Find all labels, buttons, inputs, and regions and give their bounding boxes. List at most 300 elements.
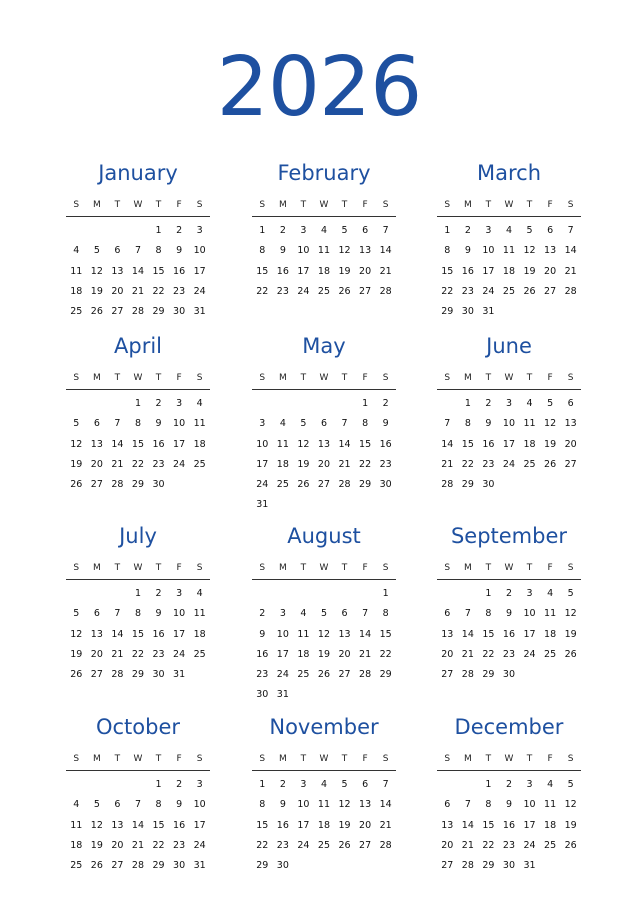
day-cell: 28 xyxy=(379,839,392,851)
day-cell: 13 xyxy=(111,819,124,831)
day-cell: 3 xyxy=(196,225,203,236)
day-cell: 6 xyxy=(567,398,574,409)
day-cell: 15 xyxy=(359,438,372,450)
day-cell: 14 xyxy=(441,438,454,450)
day-cell: 12 xyxy=(338,799,351,811)
day-cell: 23 xyxy=(502,839,516,851)
day-cell: 21 xyxy=(379,819,392,831)
weekday-label: T xyxy=(485,373,492,383)
day-cell: 12 xyxy=(338,245,351,257)
day-cell: 1 xyxy=(362,398,369,409)
day-cell: 23 xyxy=(482,458,495,470)
day-cell: 2 xyxy=(176,779,183,790)
weekday-label: T xyxy=(300,200,307,210)
day-cell: 20 xyxy=(441,648,454,660)
empty-day-cell xyxy=(458,775,479,795)
weekday-label: F xyxy=(176,563,182,573)
day-cell: 30 xyxy=(276,860,289,872)
day-cell: 3 xyxy=(526,779,533,790)
day-cell: 18 xyxy=(70,285,83,297)
day-cell: 31 xyxy=(523,860,536,872)
weekday-label: W xyxy=(319,373,329,383)
month-name: March xyxy=(476,161,541,185)
day-cell: 18 xyxy=(297,648,310,660)
month-name: November xyxy=(269,715,379,739)
day-cell: 9 xyxy=(176,799,183,811)
day-cell: 4 xyxy=(505,225,512,236)
weekday-label: W xyxy=(319,200,329,210)
day-cell: 13 xyxy=(90,438,103,450)
day-cell: 16 xyxy=(256,648,269,660)
weekday-label: S xyxy=(73,200,80,210)
day-cell: 27 xyxy=(544,285,557,297)
day-cell: 5 xyxy=(547,398,554,409)
day-cell: 12 xyxy=(317,628,331,640)
day-cell: 25 xyxy=(70,860,83,872)
day-cell: 10 xyxy=(193,245,206,257)
day-cell: 10 xyxy=(193,799,206,811)
day-cell: 15 xyxy=(482,628,495,640)
empty-day-cell xyxy=(314,394,335,414)
day-cell: 5 xyxy=(526,225,533,236)
day-cell: 14 xyxy=(564,245,577,257)
day-cell: 22 xyxy=(256,839,269,851)
day-cell: 25 xyxy=(523,458,536,470)
day-cell: 27 xyxy=(111,306,124,318)
day-cell: 15 xyxy=(152,265,165,277)
weekday-label: T xyxy=(155,563,162,573)
weekday-label: T xyxy=(526,563,533,573)
day-cell: 13 xyxy=(111,265,124,277)
day-cell: 20 xyxy=(111,285,124,297)
weekday-label: M xyxy=(278,563,287,573)
day-cell: 26 xyxy=(564,648,577,660)
empty-day-cell xyxy=(107,584,128,604)
empty-day-cell xyxy=(128,775,149,795)
day-cell: 30 xyxy=(173,306,186,318)
day-cell: 9 xyxy=(279,799,286,811)
empty-day-cell xyxy=(355,584,376,604)
day-cell: 9 xyxy=(279,245,286,257)
day-cell: 6 xyxy=(320,418,327,430)
day-cell: 14 xyxy=(379,245,392,257)
day-cell: 9 xyxy=(155,418,162,430)
day-cell: 3 xyxy=(526,588,533,599)
day-cell: 16 xyxy=(173,265,186,277)
day-cell: 4 xyxy=(73,245,80,257)
weekday-label: S xyxy=(259,200,266,210)
weekday-header xyxy=(252,752,396,771)
day-cell: 4 xyxy=(320,779,327,790)
day-cell: 5 xyxy=(567,588,574,599)
month-june xyxy=(437,333,581,495)
day-cell: 18 xyxy=(193,438,206,450)
empty-day-cell xyxy=(334,394,355,414)
day-cell: 30 xyxy=(502,860,516,872)
day-cell: 6 xyxy=(93,418,100,430)
day-cell: 16 xyxy=(173,819,186,831)
day-cell: 3 xyxy=(505,398,512,409)
day-cell: 29 xyxy=(359,479,372,491)
day-cell: 9 xyxy=(505,799,512,811)
day-cell: 2 xyxy=(485,398,492,409)
day-cell: 3 xyxy=(259,418,266,430)
weekday-label: S xyxy=(259,563,266,573)
day-cell: 15 xyxy=(131,628,145,640)
weekday-header xyxy=(252,561,396,580)
day-cell: 22 xyxy=(152,285,165,297)
day-cell: 8 xyxy=(485,608,492,620)
empty-day-cell xyxy=(87,394,108,414)
day-cell: 15 xyxy=(379,628,392,640)
day-cell: 3 xyxy=(176,398,183,409)
weekday-label: T xyxy=(341,200,348,210)
day-cell: 18 xyxy=(70,839,83,851)
month-november xyxy=(252,714,396,876)
day-cell: 10 xyxy=(297,799,310,811)
day-cell: 2 xyxy=(464,225,471,236)
day-cell: 22 xyxy=(379,648,392,660)
day-cell: 2 xyxy=(259,608,266,620)
day-cell: 9 xyxy=(259,628,266,640)
day-cell: 30 xyxy=(256,689,269,701)
day-cell: 8 xyxy=(382,608,389,620)
day-cell: 30 xyxy=(379,479,392,491)
day-cell: 18 xyxy=(544,819,557,831)
day-cell: 26 xyxy=(90,860,103,872)
day-cell: 27 xyxy=(441,860,454,872)
day-cell: 29 xyxy=(152,306,165,318)
empty-day-cell xyxy=(252,394,273,414)
day-cell: 23 xyxy=(173,839,186,851)
day-cell: 15 xyxy=(256,265,269,277)
day-cell: 6 xyxy=(444,608,451,620)
day-cell: 2 xyxy=(155,588,162,599)
day-cell: 14 xyxy=(359,628,372,640)
day-cell: 6 xyxy=(114,245,121,257)
day-cell: 19 xyxy=(90,285,103,297)
day-cell: 24 xyxy=(297,839,310,851)
day-cell: 11 xyxy=(523,418,536,430)
day-cell: 15 xyxy=(152,819,165,831)
weekday-label: S xyxy=(259,754,266,764)
weekday-label: M xyxy=(278,373,287,383)
day-cell: 19 xyxy=(523,265,536,277)
day-cell: 20 xyxy=(359,819,372,831)
day-cell: 18 xyxy=(276,458,289,470)
day-cell: 11 xyxy=(317,799,331,811)
day-cell: 31 xyxy=(276,689,289,701)
day-cell: 22 xyxy=(131,458,145,470)
day-cell: 29 xyxy=(482,860,495,872)
day-cell: 7 xyxy=(341,418,348,430)
day-cell: 22 xyxy=(441,285,454,297)
day-cell: 8 xyxy=(155,245,162,257)
day-cell: 22 xyxy=(256,285,269,297)
empty-day-cell xyxy=(458,584,479,604)
day-cell: 27 xyxy=(111,860,124,872)
day-cell: 9 xyxy=(485,418,492,430)
day-cell: 12 xyxy=(544,418,557,430)
day-cell: 17 xyxy=(193,819,206,831)
day-cell: 12 xyxy=(564,799,577,811)
day-cell: 7 xyxy=(567,225,574,236)
day-cell: 30 xyxy=(152,479,165,491)
day-cell: 28 xyxy=(111,669,124,681)
weekday-label: S xyxy=(444,754,451,764)
weekday-label: S xyxy=(73,563,80,573)
day-cell: 28 xyxy=(461,669,474,681)
day-cell: 16 xyxy=(482,438,495,450)
day-cell: 22 xyxy=(131,648,145,660)
day-cell: 1 xyxy=(485,588,492,599)
day-cell: 1 xyxy=(464,398,471,409)
weekday-label: M xyxy=(92,200,101,210)
day-cell: 10 xyxy=(523,799,536,811)
day-cell: 21 xyxy=(441,458,454,470)
month-name: June xyxy=(486,334,532,358)
day-cell: 14 xyxy=(131,819,145,831)
day-cell: 16 xyxy=(461,265,474,277)
weekday-label: S xyxy=(382,200,389,210)
day-cell: 5 xyxy=(93,799,100,811)
day-grid xyxy=(437,775,581,876)
day-cell: 8 xyxy=(464,418,471,430)
day-cell: 7 xyxy=(134,245,141,257)
day-cell: 25 xyxy=(544,648,557,660)
day-cell: 14 xyxy=(338,438,351,450)
day-cell: 13 xyxy=(317,438,331,450)
day-cell: 12 xyxy=(70,438,83,450)
month-march xyxy=(437,160,581,322)
day-cell: 11 xyxy=(502,245,516,257)
weekday-header xyxy=(252,371,396,390)
day-cell: 16 xyxy=(152,628,165,640)
weekday-label: S xyxy=(382,563,389,573)
day-cell: 26 xyxy=(70,479,83,491)
day-cell: 24 xyxy=(276,669,289,681)
day-cell: 5 xyxy=(341,225,348,236)
weekday-header xyxy=(66,752,210,771)
day-cell: 4 xyxy=(320,225,327,236)
day-cell: 17 xyxy=(276,648,289,660)
day-cell: 8 xyxy=(259,245,266,257)
day-cell: 26 xyxy=(338,839,351,851)
day-cell: 4 xyxy=(73,799,80,811)
weekday-label: W xyxy=(319,754,329,764)
day-cell: 24 xyxy=(297,285,310,297)
day-cell: 26 xyxy=(544,458,557,470)
day-cell: 23 xyxy=(276,839,289,851)
weekday-label: S xyxy=(73,373,80,383)
month-july xyxy=(66,523,210,685)
day-cell: 19 xyxy=(90,839,103,851)
month-january xyxy=(66,160,210,322)
day-cell: 13 xyxy=(90,628,103,640)
day-cell: 7 xyxy=(362,608,369,620)
day-cell: 13 xyxy=(441,628,454,640)
day-cell: 2 xyxy=(279,779,286,790)
day-cell: 11 xyxy=(193,608,206,620)
weekday-label: S xyxy=(196,200,203,210)
day-cell: 27 xyxy=(359,285,372,297)
day-cell: 9 xyxy=(176,245,183,257)
weekday-label: M xyxy=(463,373,472,383)
empty-day-cell xyxy=(107,775,128,795)
day-cell: 11 xyxy=(70,819,83,831)
day-cell: 28 xyxy=(131,306,145,318)
day-cell: 13 xyxy=(359,245,372,257)
day-cell: 14 xyxy=(461,819,474,831)
day-cell: 26 xyxy=(564,839,577,851)
day-cell: 21 xyxy=(461,839,474,851)
day-cell: 12 xyxy=(564,608,577,620)
day-cell: 10 xyxy=(256,438,269,450)
weekday-label: M xyxy=(463,563,472,573)
day-grid xyxy=(437,394,581,495)
day-cell: 28 xyxy=(441,479,454,491)
weekday-header xyxy=(66,198,210,217)
day-cell: 5 xyxy=(320,608,327,620)
day-cell: 27 xyxy=(359,839,372,851)
month-may xyxy=(252,333,396,516)
day-cell: 10 xyxy=(173,608,186,620)
weekday-label: F xyxy=(547,754,553,764)
day-cell: 19 xyxy=(564,819,577,831)
day-cell: 27 xyxy=(441,669,454,681)
weekday-label: M xyxy=(278,200,287,210)
day-cell: 16 xyxy=(379,438,392,450)
day-cell: 15 xyxy=(482,819,495,831)
day-cell: 2 xyxy=(505,588,512,599)
day-cell: 7 xyxy=(464,799,471,811)
day-cell: 30 xyxy=(482,479,495,491)
day-cell: 29 xyxy=(152,860,165,872)
day-cell: 2 xyxy=(155,398,162,409)
day-cell: 1 xyxy=(259,225,266,236)
weekday-label: W xyxy=(504,754,514,764)
weekday-label: S xyxy=(73,754,80,764)
day-cell: 1 xyxy=(155,779,162,790)
day-cell: 1 xyxy=(485,779,492,790)
weekday-label: T xyxy=(485,200,492,210)
day-cell: 5 xyxy=(341,779,348,790)
day-cell: 23 xyxy=(152,648,165,660)
empty-day-cell xyxy=(293,394,314,414)
weekday-header xyxy=(437,198,581,217)
day-cell: 29 xyxy=(131,669,145,681)
day-grid xyxy=(66,394,210,495)
day-cell: 16 xyxy=(502,628,516,640)
day-cell: 4 xyxy=(526,398,533,409)
day-cell: 12 xyxy=(70,628,83,640)
day-cell: 13 xyxy=(441,819,454,831)
day-cell: 22 xyxy=(461,458,474,470)
day-cell: 23 xyxy=(461,285,474,297)
weekday-label: W xyxy=(504,373,514,383)
day-cell: 16 xyxy=(276,819,289,831)
day-cell: 1 xyxy=(155,225,162,236)
day-cell: 8 xyxy=(485,799,492,811)
weekday-label: T xyxy=(155,754,162,764)
day-cell: 11 xyxy=(276,438,289,450)
day-cell: 4 xyxy=(300,608,307,620)
day-cell: 24 xyxy=(523,648,536,660)
day-cell: 4 xyxy=(547,588,554,599)
day-cell: 14 xyxy=(111,628,124,640)
weekday-label: F xyxy=(362,200,368,210)
day-cell: 15 xyxy=(441,265,454,277)
weekday-label: M xyxy=(463,200,472,210)
month-december xyxy=(437,714,581,876)
day-cell: 25 xyxy=(193,458,206,470)
day-cell: 24 xyxy=(502,458,516,470)
day-cell: 28 xyxy=(461,860,474,872)
day-cell: 22 xyxy=(482,839,495,851)
day-cell: 4 xyxy=(196,588,203,599)
day-cell: 6 xyxy=(93,608,100,620)
day-cell: 20 xyxy=(359,265,372,277)
day-cell: 2 xyxy=(176,225,183,236)
weekday-label: M xyxy=(463,754,472,764)
day-cell: 24 xyxy=(523,839,536,851)
empty-day-cell xyxy=(273,394,294,414)
day-cell: 26 xyxy=(90,306,103,318)
year-title: 2026 xyxy=(216,40,422,135)
weekday-header xyxy=(437,752,581,771)
day-cell: 10 xyxy=(173,418,186,430)
weekday-label: T xyxy=(114,373,121,383)
day-cell: 10 xyxy=(297,245,310,257)
month-name: December xyxy=(454,715,564,739)
month-name: April xyxy=(114,334,162,358)
day-cell: 26 xyxy=(338,285,351,297)
weekday-label: T xyxy=(485,754,492,764)
day-cell: 3 xyxy=(485,225,492,236)
day-cell: 8 xyxy=(444,245,451,257)
month-name: January xyxy=(98,161,178,185)
empty-day-cell xyxy=(128,221,149,241)
day-cell: 8 xyxy=(155,799,162,811)
day-cell: 23 xyxy=(152,458,165,470)
weekday-label: M xyxy=(92,754,101,764)
weekday-header xyxy=(437,561,581,580)
day-cell: 21 xyxy=(111,648,124,660)
day-grid xyxy=(66,584,210,685)
day-cell: 4 xyxy=(547,779,554,790)
day-cell: 7 xyxy=(114,608,121,620)
day-cell: 9 xyxy=(505,608,512,620)
day-grid xyxy=(252,775,396,876)
day-cell: 19 xyxy=(338,265,351,277)
weekday-label: F xyxy=(547,200,553,210)
weekday-label: T xyxy=(300,754,307,764)
day-cell: 31 xyxy=(193,860,206,872)
day-cell: 3 xyxy=(300,225,307,236)
weekday-label: F xyxy=(176,373,182,383)
weekday-label: S xyxy=(382,754,389,764)
weekday-label: W xyxy=(133,373,143,383)
weekday-header xyxy=(66,561,210,580)
day-cell: 18 xyxy=(193,628,206,640)
weekday-label: F xyxy=(176,200,182,210)
day-cell: 7 xyxy=(134,799,141,811)
empty-day-cell xyxy=(293,584,314,604)
empty-day-cell xyxy=(107,394,128,414)
day-cell: 22 xyxy=(359,458,372,470)
month-name: July xyxy=(119,524,157,548)
empty-day-cell xyxy=(66,584,87,604)
